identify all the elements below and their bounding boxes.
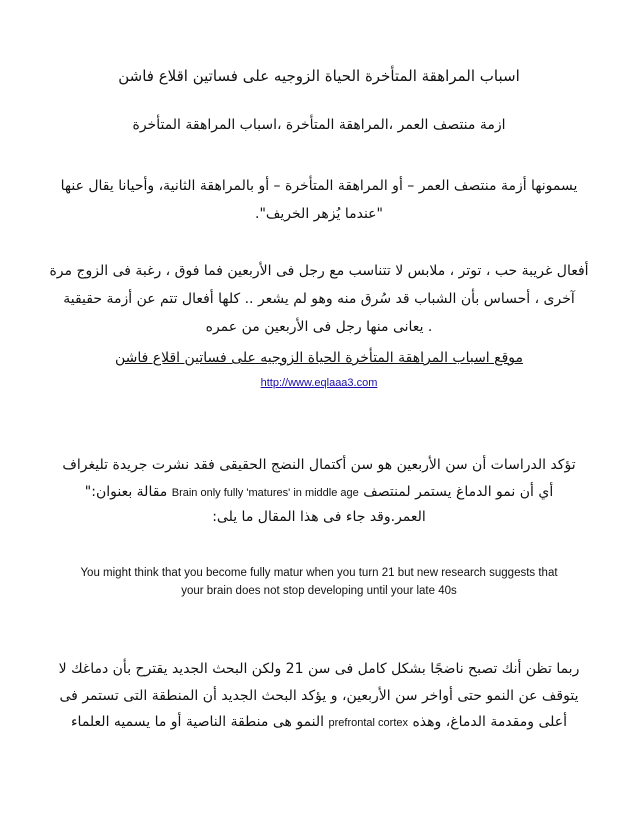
- paragraph-3-line-2: [0, 482, 638, 503]
- paragraph-4-english-term: prefrontal cortex: [328, 717, 408, 729]
- paragraph-1-line-1: يسمونها أزمة منتصف العمر – أو المراهقة المتأخرة – أو بالمراهقة الثانية، وأحيانا يقال عنها: [60, 178, 578, 194]
- paragraph-4-line-2: يتوقف عن النمو حتى أواخر سن الأربعين، و يؤكد البحث الجديد أن المنطقة التى تستمر فى: [59, 688, 579, 704]
- english-line-2: your brain does not stop developing until your late 40s: [181, 585, 457, 597]
- document-title: اسباب المراهقة المتأخرة الحياة الزوجيه على فساتين اقلاع فاشن: [118, 67, 520, 85]
- paragraph-2-line-2: آخرى ، أحساس بأن الشباب قد سُرق منه وهو لم يشعر .. كلها أفعال تتم عن أزمة حقيقية: [63, 291, 575, 307]
- english-line-1: You might think that you become fully matur when you turn 21 but new research suggests that: [80, 567, 558, 579]
- site-heading-link[interactable]: موقع اسباب المراهقة المتأخرة الحياة الزوجيه على فساتين اقلاع فاشن: [114, 350, 524, 366]
- paragraph-4-arabic-start: أعلى ومقدمة الدماغ، وهذه: [412, 714, 568, 730]
- paragraph-3-english-quote: Brain only fully 'matures' in middle age: [171, 487, 359, 499]
- paragraph-3-arabic-start: أي أن نمو الدماغ يستمر لمنتصف: [363, 484, 554, 500]
- paragraph-1-line-2: "عندما يُزهر الخريف".: [255, 206, 383, 222]
- paragraph-3-line-1: تؤكد الدراسات أن سن الأربعين هو سن أكتمال النضج الحقيقى فقد نشرت جريدة تليغراف: [62, 457, 576, 473]
- paragraph-4-arabic-end: النمو هى منطقة الناصية أو ما يسميه العلماء: [70, 714, 325, 730]
- site-url-link[interactable]: http://www.eqlaaa3.com: [260, 377, 378, 389]
- paragraph-3-arabic-end: مقالة بعنوان:": [84, 484, 168, 500]
- paragraph-2-line-1: أفعال غريبة حب ، توتر ، ملابس لا تتناسب مع رجل فى الأربعين فما فوق ، رغبة فى الزوج مرة: [49, 263, 589, 279]
- paragraph-4-line-3: [0, 712, 638, 733]
- paragraph-2-line-3: . يعانى منها رجل فى الأربعين من عمره: [205, 319, 433, 335]
- paragraph-4-line-1: ربما تظن أنك تصبح ناضجًا بشكل كامل فى سن 21 ولكن البحث الجديد يقترح بأن دماغك لا: [58, 661, 580, 677]
- paragraph-3-line-3: العمر.وقد جاء فى هذا المقال ما يلى:: [212, 509, 426, 525]
- document-subtitle: ازمة منتصف العمر ،المراهقة المتأخرة ،اسباب المراهقة المتأخرة: [132, 117, 506, 133]
